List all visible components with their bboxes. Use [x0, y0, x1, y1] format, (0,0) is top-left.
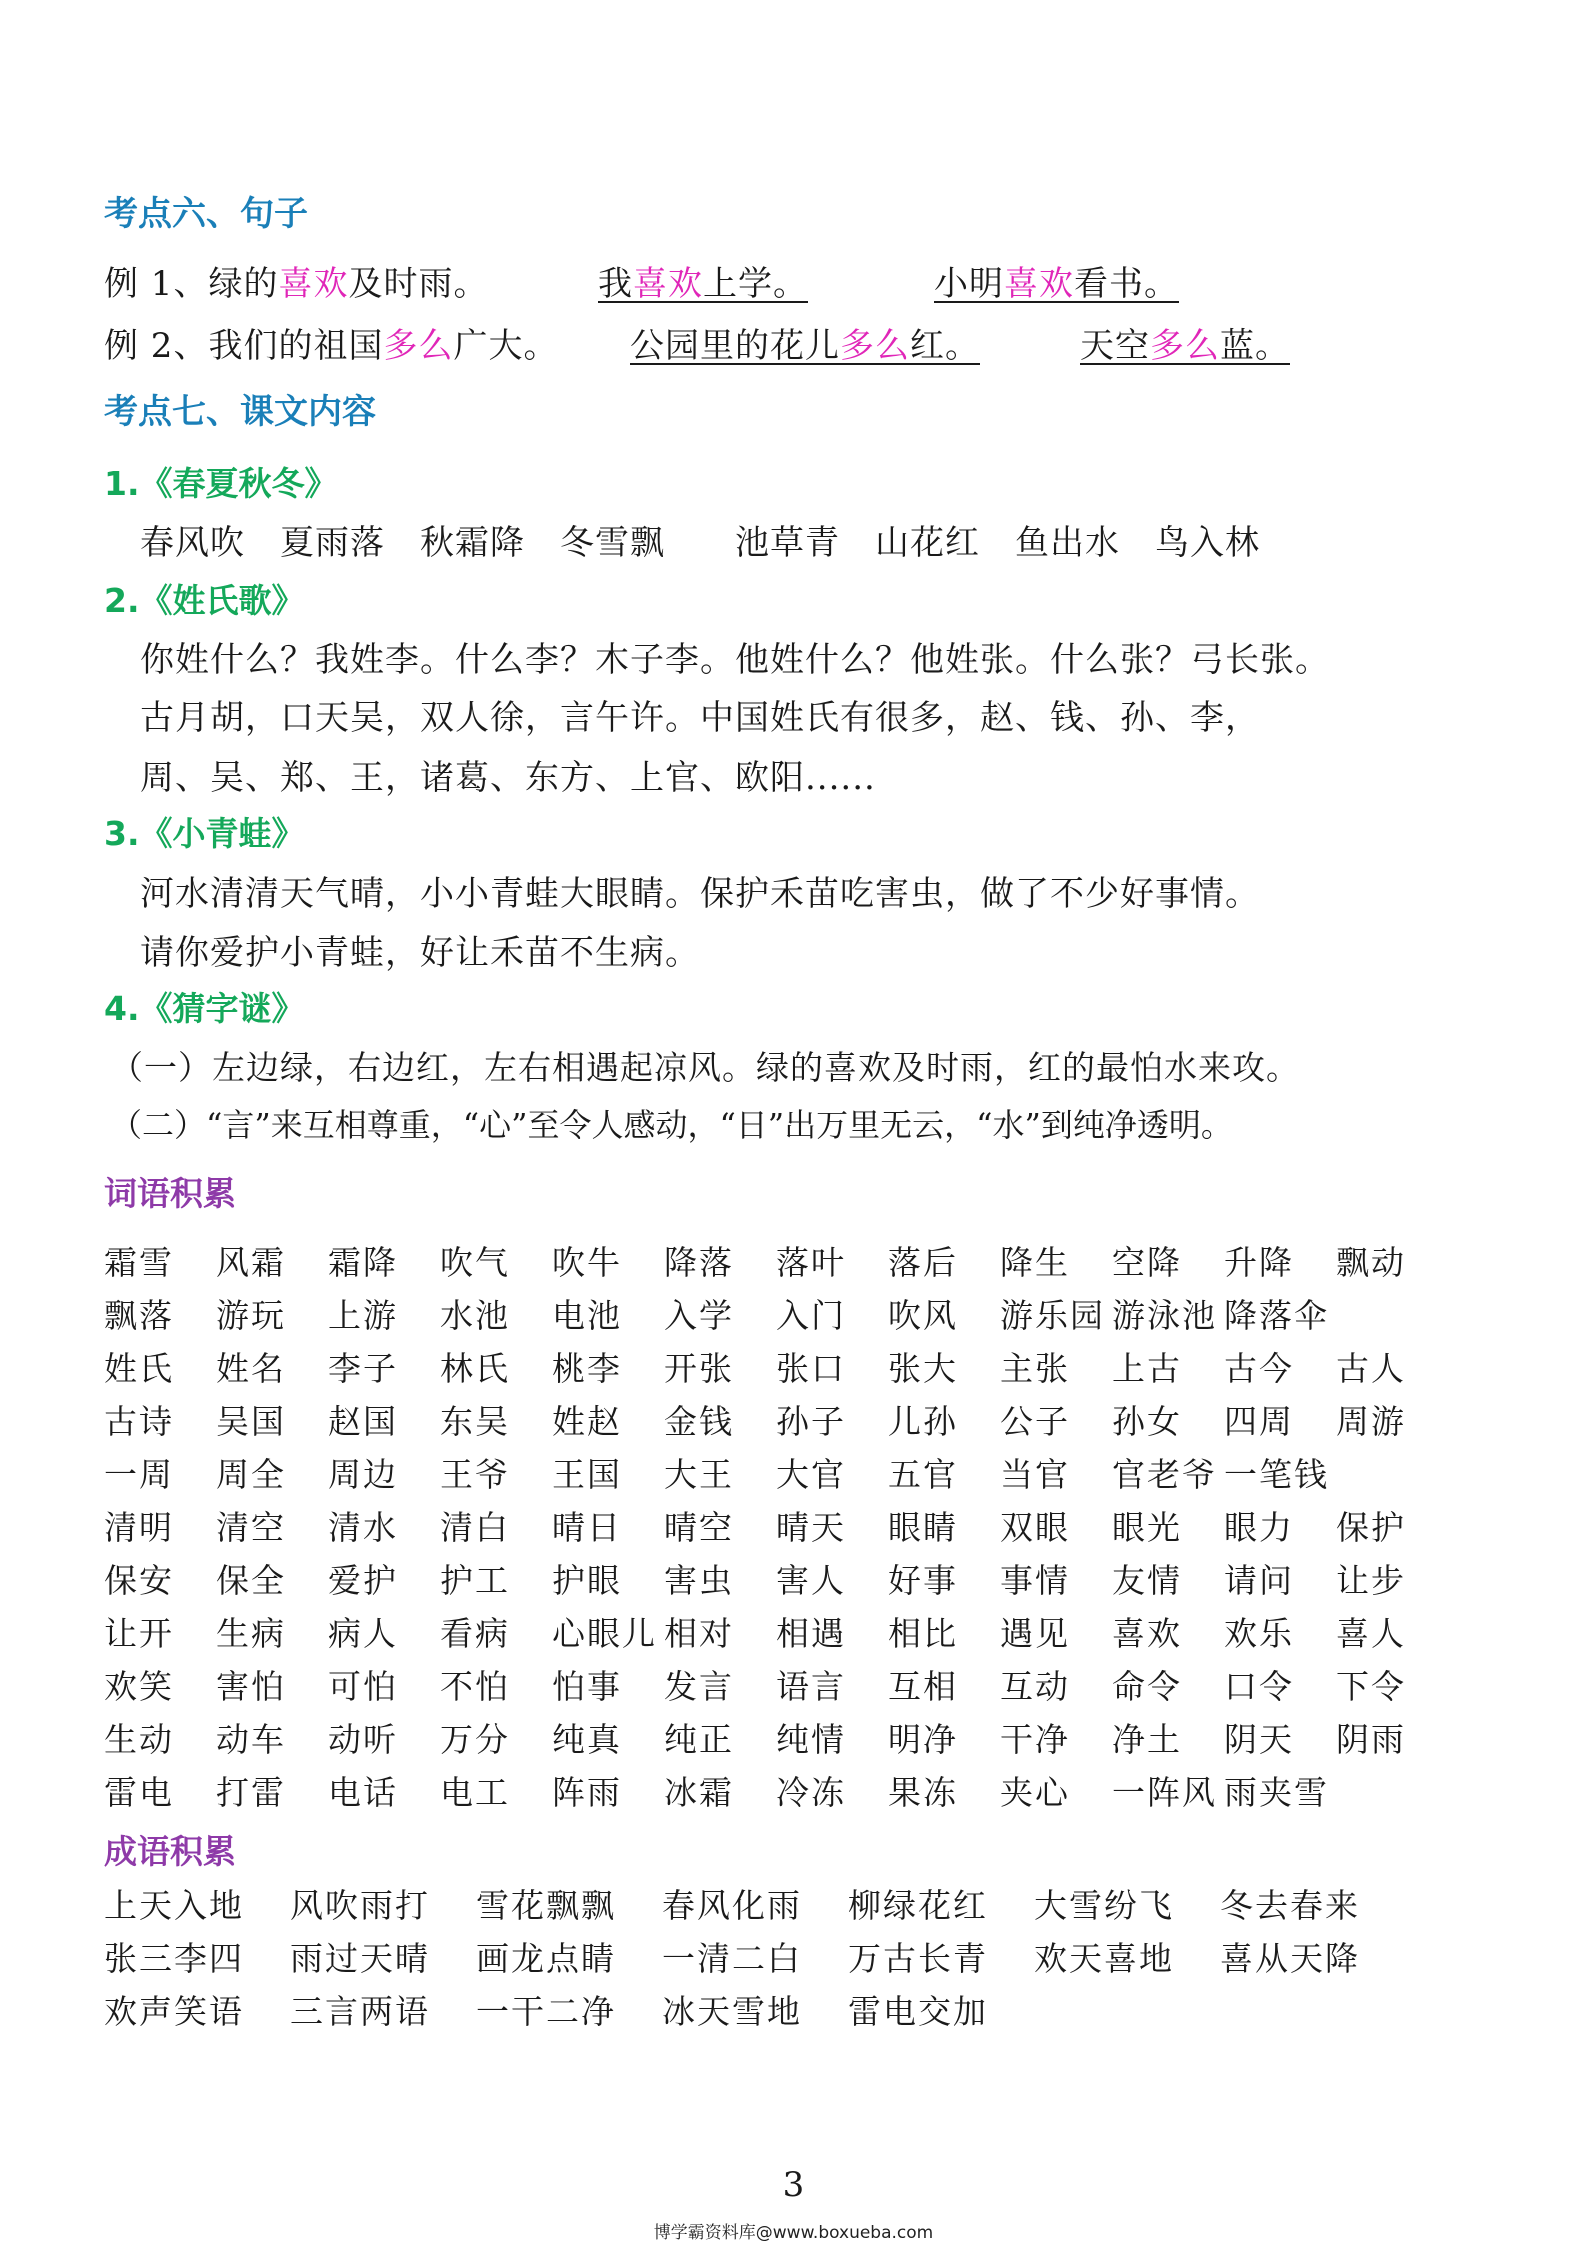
- vocab-word: 周全: [216, 1455, 286, 1494]
- vocab-word: 雷电: [104, 1773, 174, 1812]
- vocab-word: 落后: [888, 1243, 958, 1282]
- vocab-word: 吹风: [888, 1296, 958, 1335]
- vocab-word: 东吴: [440, 1402, 510, 1441]
- example-1-answer-2: 小明喜欢看书。: [934, 264, 1179, 304]
- vocab-word: 动车: [216, 1720, 286, 1759]
- vocab-word: 护眼: [552, 1561, 622, 1600]
- vocab-word: 打雷: [216, 1773, 286, 1812]
- vocab-word: 雨夹雪: [1224, 1773, 1329, 1812]
- vocab-word: 可怕: [328, 1667, 398, 1706]
- lesson-4-line: （二）“言”来互相尊重，“心”至令人感动，“日”出万里无云，“水”到纯净透明。: [110, 1106, 1233, 1144]
- idiom: 雨过天晴: [290, 1939, 430, 1978]
- idiom: 喜从天降: [1220, 1939, 1360, 1978]
- vocab-word: 林氏: [440, 1349, 510, 1388]
- idiom: 欢天喜地: [1034, 1939, 1174, 1978]
- vocab-word: 相对: [664, 1614, 734, 1653]
- vocab-word: 入学: [664, 1296, 734, 1335]
- idiom: 雷电交加: [848, 1992, 988, 2031]
- vocab-word: 上游: [328, 1296, 398, 1335]
- vocab-word: 五官: [888, 1455, 958, 1494]
- vocab-word: 友情: [1112, 1561, 1182, 1600]
- idiom: 大雪纷飞: [1034, 1886, 1174, 1925]
- vocab-word: 吹气: [440, 1243, 510, 1282]
- vocab-word: 喜欢: [1112, 1614, 1182, 1653]
- vocab-word: 古诗: [104, 1402, 174, 1441]
- vocab-word: 霜降: [328, 1243, 398, 1282]
- vocab-word: 张口: [776, 1349, 846, 1388]
- vocab-word: 晴日: [552, 1508, 622, 1547]
- vocab-word: 眼睛: [888, 1508, 958, 1547]
- vocab-word: 眼光: [1112, 1508, 1182, 1547]
- vocab-word: 降落: [664, 1243, 734, 1282]
- lesson-3-line: 请你爱护小青蛙，好让禾苗不生病。: [140, 933, 700, 973]
- lesson-4-title: 4.《猜字谜》: [104, 989, 305, 1028]
- vocab-word: 官老爷: [1112, 1455, 1217, 1494]
- vocab-word: 孙女: [1112, 1402, 1182, 1441]
- vocab-word: 阴雨: [1336, 1720, 1406, 1759]
- vocab-heading: 词语积累: [104, 1174, 236, 1213]
- vocab-word: 一阵风: [1112, 1773, 1217, 1812]
- vocab-word: 事情: [1000, 1561, 1070, 1600]
- vocab-word: 姓名: [216, 1349, 286, 1388]
- footer-watermark: 博学霸资料库@www.boxueba.com: [653, 2223, 934, 2243]
- vocab-word: 相遇: [776, 1614, 846, 1653]
- vocab-word: 生动: [104, 1720, 174, 1759]
- vocab-word: 心眼儿: [552, 1614, 657, 1653]
- vocab-word: 喜人: [1336, 1614, 1406, 1653]
- vocab-word: 万分: [440, 1720, 510, 1759]
- vocab-word: 干净: [1000, 1720, 1070, 1759]
- vocab-word: 欢乐: [1224, 1614, 1294, 1653]
- vocab-word: 命令: [1112, 1667, 1182, 1706]
- lesson-2-title: 2.《姓氏歌》: [104, 581, 305, 620]
- example-2-answer-2: 天空多么蓝。: [1080, 326, 1290, 366]
- vocab-word: 口令: [1224, 1667, 1294, 1706]
- vocab-word: 互动: [1000, 1667, 1070, 1706]
- vocab-word: 双眼: [1000, 1508, 1070, 1547]
- vocab-word: 游玩: [216, 1296, 286, 1335]
- vocab-word: 古今: [1224, 1349, 1294, 1388]
- vocab-word: 保全: [216, 1561, 286, 1600]
- idiom: 三言两语: [290, 1992, 430, 2031]
- vocab-word: 开张: [664, 1349, 734, 1388]
- example-1-answer-1: 我喜欢上学。: [598, 264, 808, 304]
- vocab-word: 看病: [440, 1614, 510, 1653]
- vocab-word: 夹心: [1000, 1773, 1070, 1812]
- vocab-word: 飘落: [104, 1296, 174, 1335]
- vocab-word: 金钱: [664, 1402, 734, 1441]
- vocab-word: 古人: [1336, 1349, 1406, 1388]
- vocab-word: 相比: [888, 1614, 958, 1653]
- vocab-word: 清白: [440, 1508, 510, 1547]
- vocab-word: 游泳池: [1112, 1296, 1217, 1335]
- vocab-word: 怕事: [552, 1667, 622, 1706]
- vocab-word: 发言: [664, 1667, 734, 1706]
- idiom: 冰天雪地: [662, 1992, 802, 2031]
- vocab-word: 病人: [328, 1614, 398, 1653]
- vocab-word: 空降: [1112, 1243, 1182, 1282]
- vocab-word: 好事: [888, 1561, 958, 1600]
- vocab-word: 清空: [216, 1508, 286, 1547]
- vocab-word: 降落伞: [1224, 1296, 1329, 1335]
- vocab-word: 王国: [552, 1455, 622, 1494]
- vocab-word: 互相: [888, 1667, 958, 1706]
- vocab-word: 纯正: [664, 1720, 734, 1759]
- vocab-word: 大王: [664, 1455, 734, 1494]
- example-2-sentence: 例 2、我们的祖国多么广大。: [104, 326, 559, 366]
- vocab-word: 不怕: [440, 1667, 510, 1706]
- vocab-word: 纯情: [776, 1720, 846, 1759]
- page-number: 3: [782, 2165, 805, 2205]
- lesson-2-line: 你姓什么？我姓李。什么李？木子李。他姓什么？他姓张。什么张？弓长张。: [140, 640, 1330, 680]
- idioms-heading: 成语积累: [104, 1832, 236, 1871]
- vocab-word: 欢笑: [104, 1667, 174, 1706]
- vocab-word: 请问: [1224, 1561, 1294, 1600]
- idiom: 风吹雨打: [290, 1886, 430, 1925]
- vocab-word: 周边: [328, 1455, 398, 1494]
- vocab-word: 降生: [1000, 1243, 1070, 1282]
- vocab-word: 霜雪: [104, 1243, 174, 1282]
- vocab-word: 纯真: [552, 1720, 622, 1759]
- section6-heading: 考点六、句子: [104, 194, 308, 234]
- vocab-word: 姓赵: [552, 1402, 622, 1441]
- idiom: 雪花飘飘: [476, 1886, 616, 1925]
- vocab-word: 冰霜: [664, 1773, 734, 1812]
- idiom: 张三李四: [104, 1939, 244, 1978]
- idiom: 春风化雨: [662, 1886, 802, 1925]
- vocab-word: 落叶: [776, 1243, 846, 1282]
- vocab-word: 净土: [1112, 1720, 1182, 1759]
- vocab-word: 儿孙: [888, 1402, 958, 1441]
- lesson-4-line: （一）左边绿，右边红，左右相遇起凉风。绿的喜欢及时雨，红的最怕水来攻。: [110, 1048, 1300, 1087]
- vocab-word: 生病: [216, 1614, 286, 1653]
- vocab-word: 吴国: [216, 1402, 286, 1441]
- vocab-word: 当官: [1000, 1455, 1070, 1494]
- vocab-word: 大官: [776, 1455, 846, 1494]
- idiom: 冬去春来: [1220, 1886, 1360, 1925]
- vocab-word: 晴天: [776, 1508, 846, 1547]
- vocab-word: 害怕: [216, 1667, 286, 1706]
- vocab-word: 吹牛: [552, 1243, 622, 1282]
- example-1-row: [104, 256, 1587, 302]
- lesson-3-line: 河水清清天气晴，小小青蛙大眼睛。保护禾苗吃害虫，做了不少好事情。: [140, 874, 1260, 914]
- lesson-3-title: 3.《小青蛙》: [104, 814, 305, 853]
- vocab-word: 害人: [776, 1561, 846, 1600]
- vocab-word: 保护: [1336, 1508, 1406, 1547]
- idiom: 万古长青: [848, 1939, 988, 1978]
- vocab-word: 害虫: [664, 1561, 734, 1600]
- lesson-1-line: 春风吹 夏雨落 秋霜降 冬雪飘 池草青 山花红 鱼出水 鸟入林: [140, 523, 1260, 563]
- lesson-1-title: 1.《春夏秋冬》: [104, 464, 338, 503]
- vocab-word: 上古: [1112, 1349, 1182, 1388]
- vocab-word: 晴空: [664, 1508, 734, 1547]
- vocab-word: 眼力: [1224, 1508, 1294, 1547]
- vocab-word: 入门: [776, 1296, 846, 1335]
- vocab-word: 电话: [328, 1773, 398, 1812]
- vocab-word: 保安: [104, 1561, 174, 1600]
- vocab-word: 姓氏: [104, 1349, 174, 1388]
- vocab-word: 水池: [440, 1296, 510, 1335]
- idiom: 上天入地: [104, 1886, 244, 1925]
- vocab-word: 爱护: [328, 1561, 398, 1600]
- vocab-word: 风霜: [216, 1243, 286, 1282]
- vocab-word: 王爷: [440, 1455, 510, 1494]
- vocab-word: 公子: [1000, 1402, 1070, 1441]
- vocab-word: 语言: [776, 1667, 846, 1706]
- lesson-2-line: 古月胡，口天吴，双人徐，言午许。中国姓氏有很多，赵、钱、孙、李，: [140, 698, 1260, 738]
- vocab-word: 李子: [328, 1349, 398, 1388]
- idiom: 画龙点睛: [476, 1939, 616, 1978]
- vocab-word: 冷冻: [776, 1773, 846, 1812]
- vocab-word: 让开: [104, 1614, 174, 1653]
- vocab-word: 一周: [104, 1455, 174, 1494]
- vocab-word: 电池: [552, 1296, 622, 1335]
- vocab-word: 一笔钱: [1224, 1455, 1329, 1494]
- vocab-word: 张大: [888, 1349, 958, 1388]
- vocab-word: 护工: [440, 1561, 510, 1600]
- idiom: 柳绿花红: [848, 1886, 988, 1925]
- vocab-word: 升降: [1224, 1243, 1294, 1282]
- vocab-word: 主张: [1000, 1349, 1070, 1388]
- section7-heading: 考点七、课文内容: [104, 392, 376, 432]
- vocab-word: 让步: [1336, 1561, 1406, 1600]
- example-1-sentence: 例 1、绿的喜欢及时雨。: [104, 264, 489, 304]
- vocab-word: 清明: [104, 1508, 174, 1547]
- vocab-word: 果冻: [888, 1773, 958, 1812]
- vocab-word: 桃李: [552, 1349, 622, 1388]
- vocab-word: 四周: [1224, 1402, 1294, 1441]
- vocab-word: 飘动: [1336, 1243, 1406, 1282]
- vocab-word: 周游: [1336, 1402, 1406, 1441]
- vocab-word: 清水: [328, 1508, 398, 1547]
- vocab-word: 明净: [888, 1720, 958, 1759]
- idiom: 欢声笑语: [104, 1992, 244, 2031]
- idiom: 一干二净: [476, 1992, 616, 2031]
- lesson-2-line: 周、吴、郑、王，诸葛、东方、上官、欧阳......: [140, 758, 876, 798]
- example-2-answer-1: 公园里的花儿多么红。: [630, 326, 980, 366]
- vocab-word: 赵国: [328, 1402, 398, 1441]
- vocab-word: 阵雨: [552, 1773, 622, 1812]
- vocab-word: 下令: [1336, 1667, 1406, 1706]
- vocab-word: 遇见: [1000, 1614, 1070, 1653]
- vocab-word: 游乐园: [1000, 1296, 1105, 1335]
- vocab-word: 阴天: [1224, 1720, 1294, 1759]
- example-2-row: [104, 318, 1587, 364]
- idiom: 一清二白: [662, 1939, 802, 1978]
- vocab-word: 动听: [328, 1720, 398, 1759]
- vocab-word: 孙子: [776, 1402, 846, 1441]
- vocab-word: 电工: [440, 1773, 510, 1812]
